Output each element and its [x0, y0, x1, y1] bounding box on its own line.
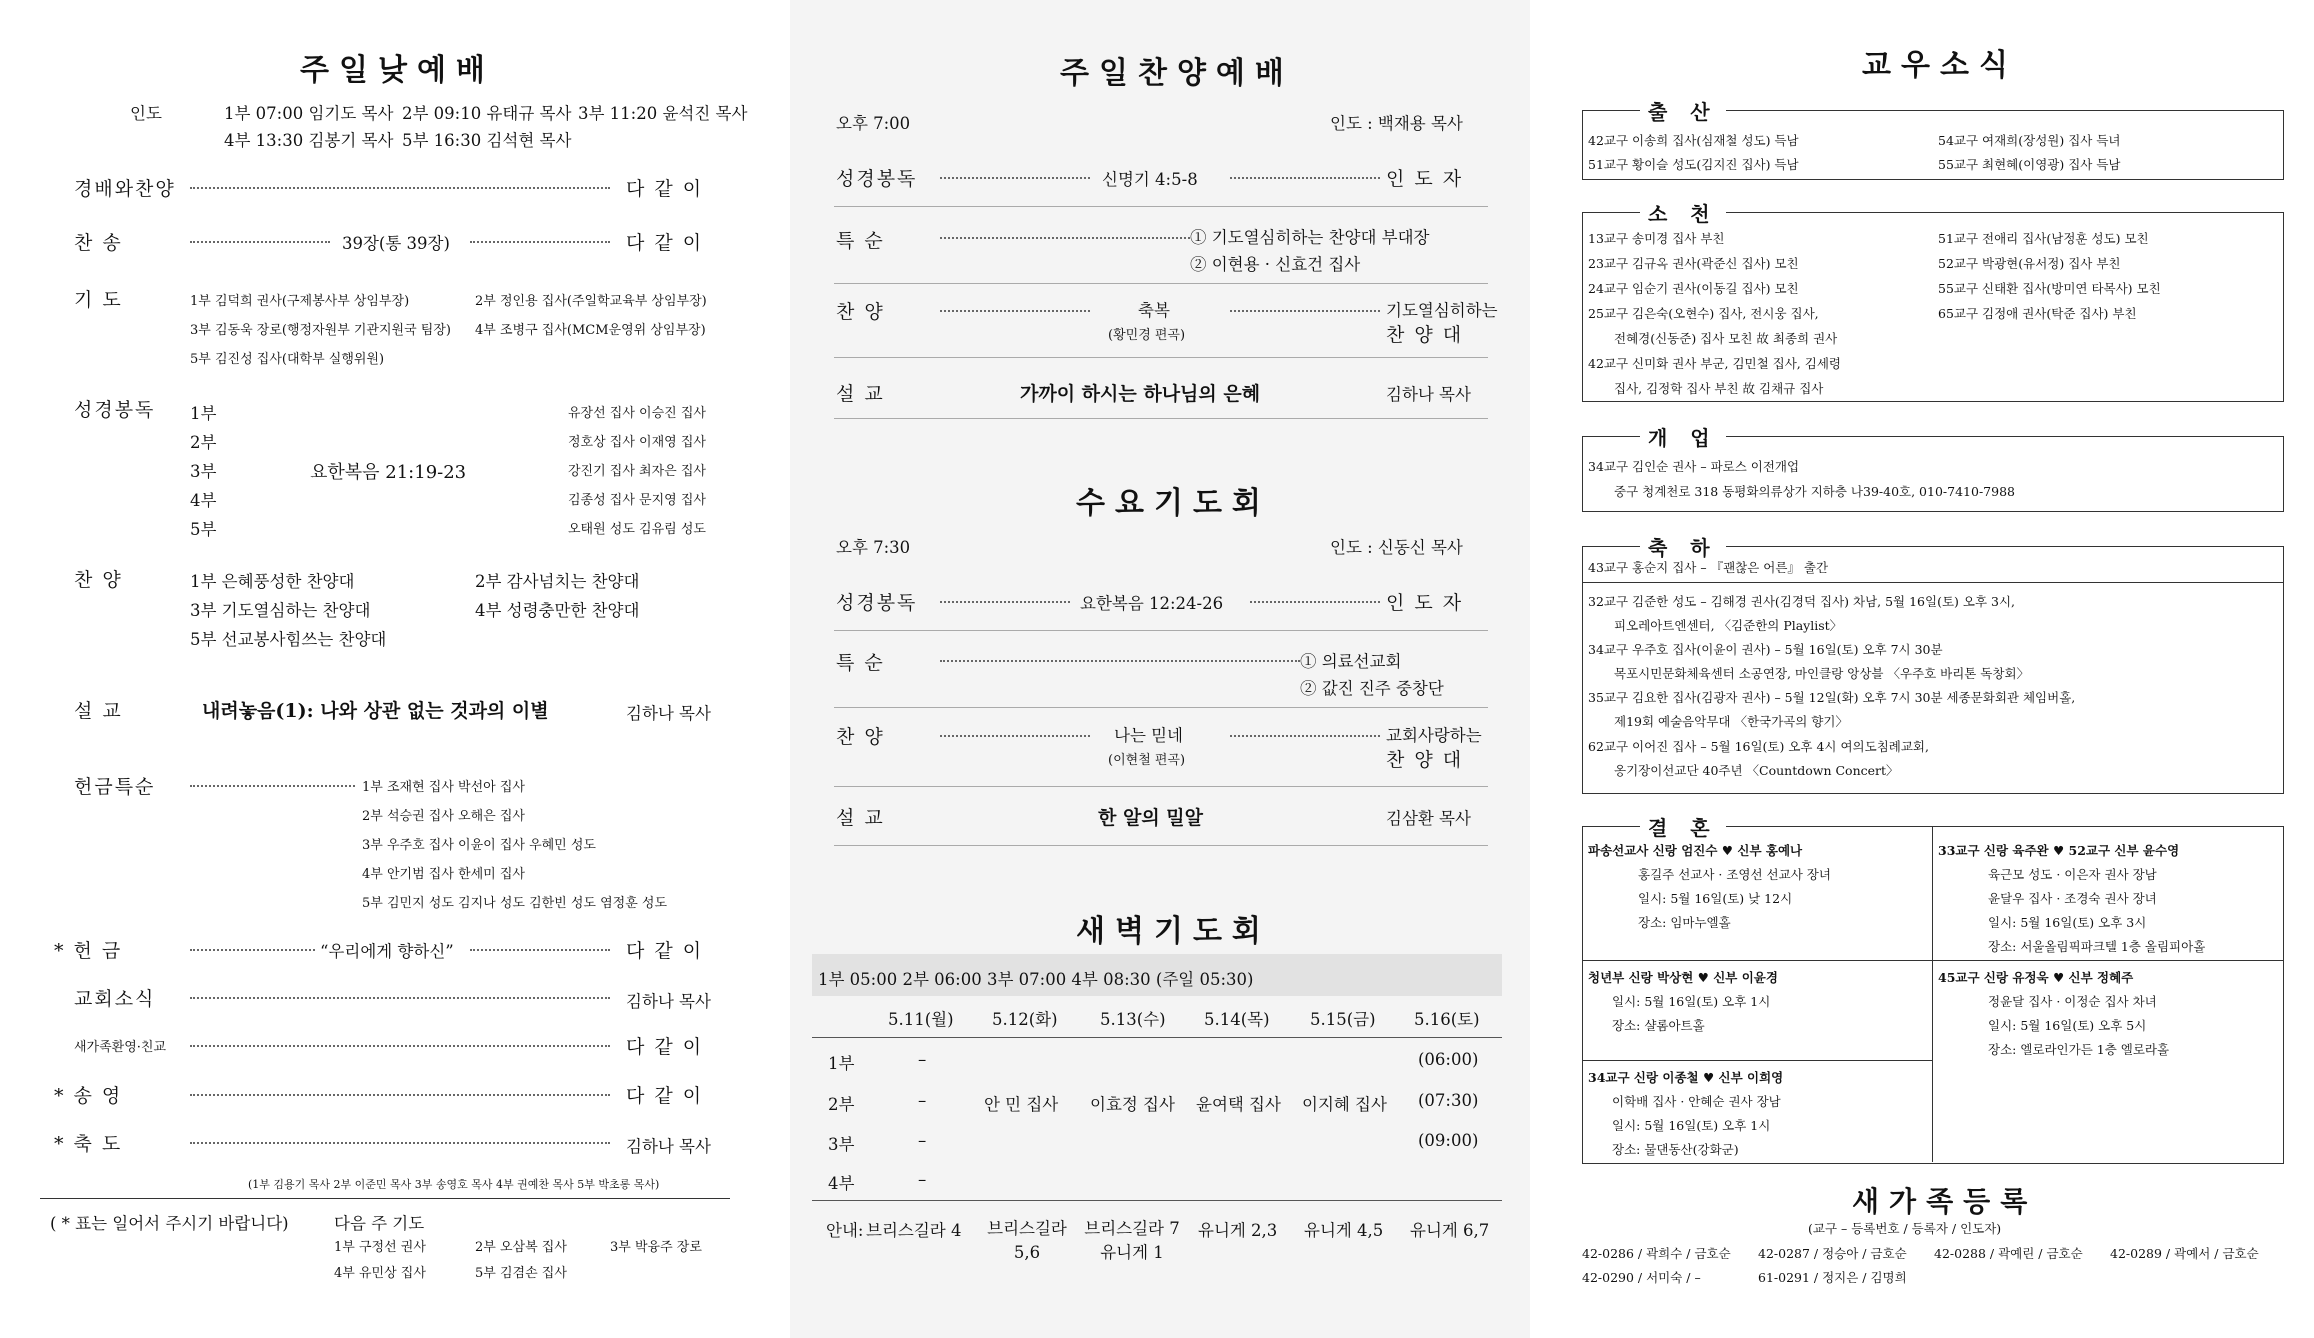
choir-1: 1부 은혜풍성한 찬양대 — [190, 572, 355, 591]
wedding-line: 일시: 5월 16일(토) 오후 3시 — [1988, 915, 2147, 930]
wedding-line: 장소: 물댄동산(강화군) — [1612, 1142, 1739, 1157]
divider — [834, 845, 1488, 846]
offering-special-4: 4부 안기범 집사 한세미 집사 — [362, 867, 525, 882]
congrats-item: 62교구 이어진 집사 – 5월 16일(토) 오후 4시 여의도침례교회, — [1588, 739, 1929, 754]
offering-special-label: 헌금특순 — [74, 776, 156, 798]
birth-item: 42교구 이송희 집사(심재철 성도) 득남 — [1588, 133, 1799, 148]
stand-note: ( * 표는 일어서 주시기 바랍니다) — [50, 1214, 289, 1233]
sunday-time: 오후 7:00 — [836, 114, 911, 133]
leader-3: 3부 11:20 윤석진 목사 — [578, 104, 748, 123]
divider — [812, 1200, 1502, 1201]
wedding-title: 33교구 신랑 육주완 ♥ 52교구 신부 윤수영 — [1938, 843, 2180, 858]
dawn-sat: (07:30) — [1418, 1091, 1479, 1110]
sunday-special-1: ① 기도열심히하는 찬양대 부대장 — [1190, 228, 1430, 247]
sunday-choir-suffix: 찬 양 대 — [1386, 324, 1464, 346]
hymn-label: 찬 송 — [74, 232, 123, 254]
dot-leader — [1230, 177, 1380, 179]
scripture-part: 4부 — [190, 491, 217, 510]
wednesday-title: 수요기도회 — [1076, 486, 1271, 521]
benediction-note: (1부 김용기 목사 2부 이준민 목사 3부 송영호 목사 4부 권예찬 목사 5부 박초롱 목사) — [248, 1178, 660, 1191]
next-prayer-2: 2부 오삼복 집사 — [475, 1240, 567, 1255]
divider — [834, 206, 1488, 207]
divider — [1932, 826, 1933, 1162]
death-heading: 소 천 — [1640, 198, 1726, 227]
next-week-label: 다음 주 기도 — [334, 1214, 425, 1233]
wed-time: 오후 7:30 — [836, 538, 911, 557]
dawn-day: 5.12(화) — [992, 1010, 1058, 1029]
birth-item: 54교구 여재희(장성원) 집사 득녀 — [1938, 133, 2121, 148]
benediction-value: 김하나 목사 — [626, 1137, 711, 1156]
wed-sermon-label: 설 교 — [836, 807, 885, 829]
new-family-entry: 42-0288 / 곽예린 / 금호순 — [1934, 1246, 2083, 1261]
next-prayer-3: 3부 박융주 장로 — [610, 1240, 702, 1255]
choir-2: 2부 감사넘치는 찬양대 — [475, 572, 640, 591]
offering-special-2: 2부 석승권 집사 오해은 집사 — [362, 809, 525, 824]
choir-4: 4부 성령충만한 찬양대 — [475, 601, 640, 620]
dawn-guide: 유니게 2,3 — [1198, 1221, 1278, 1240]
dawn-mon: – — [918, 1131, 927, 1150]
wedding-title: 청년부 신랑 박상현 ♥ 신부 이윤경 — [1588, 970, 1778, 985]
dawn-preacher: 윤여택 집사 — [1196, 1095, 1281, 1114]
dawn-part: 2부 — [828, 1095, 855, 1114]
dawn-guide: 유니게 6,7 — [1410, 1221, 1490, 1240]
choir-3: 3부 기도열심하는 찬양대 — [190, 601, 371, 620]
dot-leader — [940, 237, 1190, 239]
dawn-guide: 브리스길라 4 — [866, 1221, 962, 1240]
wed-sermon-title: 한 알의 밀알 — [1098, 807, 1203, 829]
news-value: 김하나 목사 — [626, 992, 711, 1011]
doxology-label: * 송 영 — [54, 1085, 123, 1107]
scripture-part: 5부 — [190, 520, 217, 539]
wedding-heading: 결 혼 — [1640, 812, 1726, 841]
wed-choir-arranger: (이현철 편곡) — [1108, 753, 1186, 768]
sunday-sermon-title: 가까이 하시는 하나님의 은혜 — [1020, 383, 1261, 405]
wed-scripture-label: 성경봉독 — [836, 592, 918, 614]
wedding-line: 일시: 5월 16일(토) 오후 5시 — [1988, 1018, 2147, 1033]
offering-special-1: 1부 조재현 집사 박선아 집사 — [362, 780, 525, 795]
sunday-sermon-preacher: 김하나 목사 — [1386, 385, 1471, 404]
dawn-preacher: 이지혜 집사 — [1302, 1095, 1387, 1114]
congrats-item: 목포시민문화체육센터 소공연장, 마인클랑 앙상블 〈우주호 바리톤 독창회〉 — [1614, 666, 2030, 681]
wed-choir-name: 교회사랑하는 — [1386, 726, 1482, 745]
wed-scripture-value: 인 도 자 — [1386, 592, 1464, 614]
divider — [834, 786, 1488, 787]
death-item: 55교구 신태환 집사(방미연 타목사) 모친 — [1938, 281, 2161, 296]
wed-special-label: 특 순 — [836, 652, 885, 674]
dot-leader — [470, 241, 610, 243]
dawn-mon: – — [918, 1170, 927, 1189]
death-item: 52교구 박광현(유서정) 집사 부친 — [1938, 256, 2121, 271]
new-family-subtitle: (교구 – 등록번호 / 등록자 / 인도자) — [1808, 1221, 2002, 1236]
wedding-line: 일시: 5월 16일(토) 오후 1시 — [1612, 1118, 1771, 1133]
sermon-title: 내려놓음(1): 나와 상관 없는 것과의 이별 — [202, 700, 549, 722]
divider — [1582, 1060, 1933, 1061]
dawn-sat: (06:00) — [1418, 1050, 1479, 1069]
dawn-day: 5.13(수) — [1100, 1010, 1166, 1029]
dawn-day: 5.11(월) — [888, 1010, 954, 1029]
death-item: 65교구 김정애 권사(탁준 집사) 부친 — [1938, 306, 2137, 321]
dot-leader — [190, 785, 355, 787]
sunday-leader: 인도 : 백재용 목사 — [1330, 114, 1463, 133]
wed-leader: 인도 : 신동신 목사 — [1330, 538, 1463, 557]
dawn-guide: 유니게 4,5 — [1304, 1221, 1384, 1240]
prayer-5: 5부 김진성 집사(대학부 실행위원) — [190, 352, 385, 367]
congrats-item: 35교구 김요한 집사(김광자 권사) – 5월 12일(화) 오후 7시 30분 세종문화회관 체임버홀, — [1588, 690, 2076, 705]
next-prayer-5: 5부 김겸손 집사 — [475, 1266, 567, 1281]
worship-label: 경배와찬양 — [74, 178, 176, 200]
wedding-line: 일시: 5월 16일(토) 낮 12시 — [1638, 891, 1793, 906]
wed-sermon-preacher: 김삼환 목사 — [1386, 809, 1471, 828]
congrats-item: 피오레아트엔센터, 〈김준한의 Playlist〉 — [1614, 618, 1843, 633]
congrats-item: 옹기장이선교단 40주년 〈Countdown Concert〉 — [1614, 763, 1899, 778]
next-prayer-4: 4부 유민상 집사 — [334, 1266, 426, 1281]
dawn-sat: (09:00) — [1418, 1131, 1479, 1150]
dawn-day: 5.14(목) — [1204, 1010, 1270, 1029]
congrats-item: 43교구 홍순지 집사 – 『괜찮은 어른』 출간 — [1588, 560, 1829, 575]
sunday-sermon-label: 설 교 — [836, 383, 885, 405]
divider — [834, 630, 1488, 631]
scripture-reader: 유장선 집사 이승진 집사 — [568, 406, 706, 421]
wedding-title: 45교구 신랑 유정욱 ♥ 신부 정혜주 — [1938, 970, 2134, 985]
leader-5: 5부 16:30 김석현 목사 — [402, 131, 572, 150]
dot-leader — [1250, 601, 1380, 603]
divider — [834, 707, 1488, 708]
dot-leader — [470, 949, 610, 951]
death-item: 23교구 김규옥 권사(곽준신 집사) 모친 — [1588, 256, 1799, 271]
sunday-choir-arranger: (황민경 편곡) — [1108, 328, 1186, 343]
congrats-item: 32교구 김준한 성도 – 김해경 권사(김경덕 집사) 차남, 5월 16일(토) 오후 3시, — [1588, 594, 2016, 609]
prayer-label: 기 도 — [74, 289, 123, 311]
birth-item: 51교구 황이슬 성도(김지진 집사) 득남 — [1588, 157, 1799, 172]
scripture-passage: 요한복음 21:19-23 — [310, 462, 467, 483]
choir-label: 찬 양 — [74, 569, 123, 591]
divider — [834, 283, 1488, 284]
scripture-reader: 강진기 집사 최자은 집사 — [568, 464, 706, 479]
wedding-line: 정윤달 집사 · 이정순 집사 차녀 — [1988, 994, 2157, 1009]
congrats-item: 34교구 우주호 집사(이윤이 권사) – 5월 16일(토) 오후 7시 30분 — [1588, 642, 1943, 657]
divider — [1582, 582, 2284, 583]
sunday-scripture-value: 인 도 자 — [1386, 168, 1464, 190]
dot-leader — [190, 1094, 610, 1096]
sunday-scripture-passage: 신명기 4:5-8 — [1102, 170, 1198, 189]
dot-leader — [190, 241, 330, 243]
divider — [1582, 960, 1933, 961]
death-item: 전혜경(신동준) 집사 모친 故 최종희 권사 — [1614, 331, 1838, 346]
sunday-scripture-label: 성경봉독 — [836, 168, 918, 190]
dot-leader — [1230, 735, 1380, 737]
sunday-special-2: ② 이현용 · 신효건 집사 — [1190, 255, 1361, 274]
new-family-entry: 42-0290 / 서미숙 / – — [1582, 1270, 1701, 1285]
new-family-entry: 42-0286 / 곽희수 / 금호순 — [1582, 1246, 1731, 1261]
leader-label: 인도 — [130, 104, 162, 123]
leader-4: 4부 13:30 김봉기 목사 — [224, 131, 394, 150]
offering-value: 다 같 이 — [626, 940, 704, 962]
sunday-choir-name: 기도열심히하는 — [1386, 301, 1498, 320]
news-label: 교회소식 — [74, 988, 156, 1010]
prayer-4: 4부 조병구 집사(MCM운영위 상임부장) — [475, 323, 706, 338]
dot-leader — [940, 177, 1090, 179]
divider — [812, 1037, 1502, 1038]
death-item: 집사, 김정학 집사 부친 故 김채규 집사 — [1614, 381, 1824, 396]
offering-label: * 헌 금 — [54, 940, 123, 962]
wedding-line: 장소: 임마누엘홀 — [1638, 915, 1731, 930]
scripture-part: 3부 — [190, 462, 217, 481]
wed-choir-suffix: 찬 양 대 — [1386, 749, 1464, 771]
divider — [1932, 960, 2283, 961]
wedding-line: 일시: 5월 16일(토) 오후 1시 — [1612, 994, 1771, 1009]
divider — [40, 1198, 730, 1199]
hymn-number: 39장(통 39장) — [342, 234, 450, 253]
dawn-mon: – — [918, 1091, 927, 1110]
dot-leader — [190, 187, 610, 189]
wed-special-1: ① 의료선교회 — [1300, 652, 1402, 671]
wedding-title: 34교구 신랑 이종철 ♥ 신부 이희영 — [1588, 1070, 1784, 1085]
prayer-3: 3부 김동욱 장로(행정자원부 기관지원국 팀장) — [190, 323, 451, 338]
newcomers-label: 새가족환영·친교 — [74, 1040, 167, 1055]
dawn-guide-label: 안내: — [826, 1221, 864, 1240]
sunday-choir-song: 축복 — [1138, 301, 1170, 320]
wed-choir-song: 나는 믿네 — [1114, 726, 1184, 745]
wedding-line: 윤달우 집사 · 조경숙 권사 장녀 — [1988, 891, 2157, 906]
opening-item: 중구 청계천로 318 동평화의류상가 지하층 나39-40호, 010-7410-7988 — [1614, 484, 2015, 499]
dawn-guide: 브리스길라 7 유니게 1 — [1084, 1219, 1180, 1262]
wed-special-2: ② 값진 진주 중창단 — [1300, 679, 1444, 698]
divider — [834, 418, 1488, 419]
scripture-part: 1부 — [190, 404, 217, 423]
benediction-label: * 축 도 — [54, 1133, 123, 1155]
new-family-title: 새가족등록 — [1852, 1185, 2038, 1218]
dawn-day: 5.15(금) — [1310, 1010, 1376, 1029]
dawn-preacher: 이효정 집사 — [1090, 1095, 1175, 1114]
dot-leader — [1230, 310, 1380, 312]
dawn-part: 3부 — [828, 1135, 855, 1154]
death-item: 25교구 김은숙(오현수) 집사, 전시웅 집사, — [1588, 306, 1819, 321]
wedding-line: 장소: 서울올림픽파크텔 1층 올림피아홀 — [1988, 939, 2206, 954]
dot-leader — [940, 601, 1070, 603]
sermon-label: 설 교 — [74, 700, 123, 722]
scripture-reader: 오태원 성도 김유림 성도 — [568, 522, 706, 537]
dawn-part: 4부 — [828, 1174, 855, 1193]
dot-leader — [190, 1142, 610, 1144]
death-item: 24교구 임순기 권사(이동길 집사) 모친 — [1588, 281, 1799, 296]
scripture-reader: 정호상 집사 이재영 집사 — [568, 435, 706, 450]
dawn-preacher: 안 민 집사 — [984, 1095, 1059, 1114]
dot-leader — [190, 949, 315, 951]
wed-choir-label: 찬 양 — [836, 726, 885, 748]
wedding-line: 홍길주 선교사 · 조영선 선교사 장녀 — [1638, 867, 1831, 882]
offering-special-5: 5부 김민지 성도 김지나 성도 김한빈 성도 염정훈 성도 — [362, 896, 668, 911]
member-news-title: 교우소식 — [1862, 48, 2018, 83]
prayer-1: 1부 김덕희 권사(구제봉사부 상임부장) — [190, 294, 410, 309]
dot-leader — [940, 735, 1090, 737]
dawn-part: 1부 — [828, 1054, 855, 1073]
leader-2: 2부 09:10 유태규 목사 — [402, 104, 572, 123]
sunday-special-label: 특 순 — [836, 230, 885, 252]
dot-leader — [940, 660, 1300, 662]
dawn-mon: – — [918, 1050, 927, 1069]
dot-leader — [190, 997, 610, 999]
sunday-praise-title: 주일찬양예배 — [1060, 56, 1294, 91]
prayer-2: 2부 정인용 집사(주일학교육부 상임부장) — [475, 294, 707, 309]
sunday-worship-title: 주일낮예배 — [300, 53, 495, 88]
new-family-entry: 42-0287 / 정승아 / 금호순 — [1758, 1246, 1907, 1261]
scripture-part: 2부 — [190, 433, 217, 452]
congrats-item: 제19회 예술음악무대 〈한국가곡의 향기〉 — [1614, 714, 1848, 729]
newcomers-value: 다 같 이 — [626, 1036, 704, 1058]
dawn-guide: 브리스길라 5,6 — [987, 1219, 1067, 1262]
dawn-title: 새벽기도회 — [1076, 914, 1271, 949]
opening-heading: 개 업 — [1640, 422, 1726, 451]
birth-heading: 출 산 — [1640, 96, 1726, 125]
new-family-entry: 42-0289 / 곽예서 / 금호순 — [2110, 1246, 2259, 1261]
dawn-times: 1부 05:00 2부 06:00 3부 07:00 4부 08:30 (주일 05:30) — [818, 970, 1254, 989]
next-prayer-1: 1부 구정선 권사 — [334, 1240, 426, 1255]
death-item: 13교구 송미경 집사 부친 — [1588, 231, 1725, 246]
sunday-choir-label: 찬 양 — [836, 301, 885, 323]
congrats-heading: 축 하 — [1640, 532, 1726, 561]
leader-1: 1부 07:00 임기도 목사 — [224, 104, 394, 123]
death-item: 51교구 전애리 집사(남정훈 성도) 모친 — [1938, 231, 2149, 246]
wedding-title: 파송선교사 신랑 엄진수 ♥ 신부 홍예나 — [1588, 843, 1803, 858]
wed-scripture-passage: 요한복음 12:24-26 — [1080, 594, 1224, 613]
wedding-line: 육근모 성도 · 이은자 권사 장남 — [1988, 867, 2157, 882]
new-family-entry: 61-0291 / 정지은 / 김명희 — [1758, 1270, 1907, 1285]
scripture-reader: 김종성 집사 문지영 집사 — [568, 493, 706, 508]
choir-5: 5부 선교봉사힘쓰는 찬양대 — [190, 630, 387, 649]
birth-item: 55교구 최현혜(이영광) 집사 득남 — [1938, 157, 2121, 172]
dot-leader — [940, 310, 1090, 312]
offering-special-3: 3부 우주호 집사 이윤이 집사 우혜민 성도 — [362, 838, 596, 853]
sermon-preacher: 김하나 목사 — [626, 704, 711, 723]
offering-hymn: “우리에게 향하신” — [320, 942, 454, 961]
divider — [834, 357, 1488, 358]
wedding-line: 장소: 샬롬아트홀 — [1612, 1018, 1705, 1033]
doxology-value: 다 같 이 — [626, 1085, 704, 1107]
opening-item: 34교구 김인순 권사 – 파로스 이전개업 — [1588, 459, 1800, 474]
wedding-line: 장소: 엘로라인가든 1층 엘로라홀 — [1988, 1042, 2170, 1057]
wedding-line: 이학배 집사 · 안혜순 권사 장남 — [1612, 1094, 1781, 1109]
death-item: 42교구 신미화 권사 부군, 김민철 집사, 김세령 — [1588, 356, 1841, 371]
dawn-day: 5.16(토) — [1414, 1010, 1480, 1029]
dot-leader — [190, 1045, 610, 1047]
scripture-label: 성경봉독 — [74, 399, 156, 421]
hymn-value: 다 같 이 — [626, 232, 704, 254]
worship-value: 다 같 이 — [626, 178, 704, 200]
